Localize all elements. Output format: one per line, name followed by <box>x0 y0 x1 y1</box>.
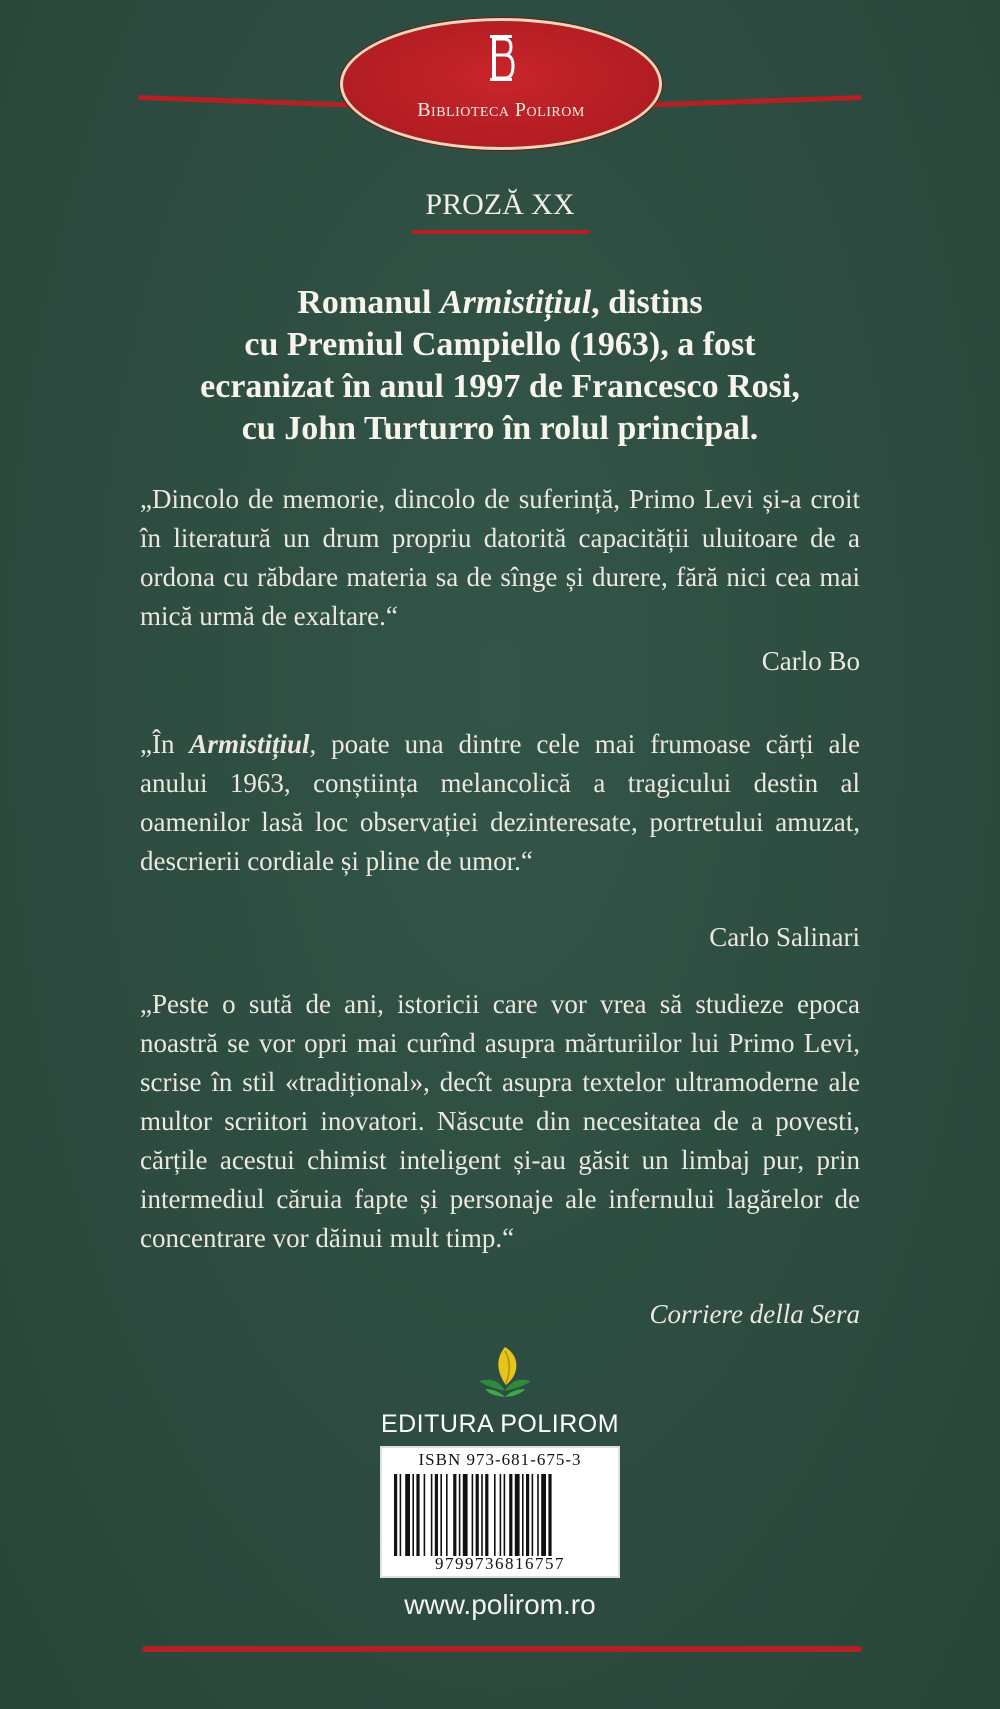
publisher-name: EDITURA POLIROM <box>380 1410 620 1438</box>
website-url: www.polirom.ro <box>404 1589 596 1620</box>
blurb-line-4: cu John Turturro în rolul principal. <box>241 410 759 447</box>
b-monogram-icon <box>486 33 516 83</box>
quote-author-corriere-della-sera: Corriere della Sera <box>649 1299 860 1329</box>
bottom-rule <box>142 1646 862 1652</box>
quote-carlo-bo: „Dincolo de memorie, dincolo de suferință, Primo Levi și-a croit în literatură un drum propriu datorită capacității uluitoare de a ordona cu răbdare materia sa de sînge și durere, fără nici cea mai mică urmă de exaltare.“ <box>140 484 860 631</box>
top-rule-left <box>138 95 366 108</box>
barcode-box <box>380 1446 620 1578</box>
series-underline <box>412 230 590 234</box>
quote-author-carlo-salinari: Carlo Salinari <box>709 922 860 952</box>
series-emblem <box>340 18 662 150</box>
top-rule-right <box>634 95 862 108</box>
polirom-leaf-logo-icon <box>475 1343 535 1401</box>
quote-author-carlo-bo: Carlo Bo <box>761 646 860 676</box>
barcode-number: 9799736816757 <box>435 1554 565 1573</box>
quote-carlo-salinari: „În Armistițiul, poate una dintre cele mai frumoase cărți ale anului 1963, conștiința melancolică a tragicului destin al oamenilor lasă loc observației dezinteresate, portretului amuzat, descrierii cordiale și pline de umor.“ <box>140 729 860 876</box>
isbn-text: ISBN 973-681-675-3 <box>418 1450 582 1469</box>
blurb-line-2: cu Premiul Campiello (1963), a fost <box>244 326 756 363</box>
emblem-text: Biblioteca Polirom <box>417 99 585 121</box>
blurb <box>90 282 910 450</box>
barcode-icon <box>392 1474 610 1556</box>
series-title: PROZĂ XX <box>425 188 575 221</box>
blurb-line-3: ecranizat în anul 1997 de Francesco Rosi, <box>200 368 800 405</box>
quote-corriere-della-sera: „Peste o sută de ani, istoricii care vor vrea să studieze epoca noastră se vor opri mai curînd asupra mărturiilor lui Primo Levi, scrise în stil «tradițional», decît asupra textelor ultramoderne ale multor scriitori inovatori. Născute din necesitatea de a povesti, cărțile acestui chimist inteligent și-au găsit un limbaj pur, prin intermediul căruia fapte și personaje ale infernului lagărelor de concentrare vor dăinui mult timp.“ <box>140 989 860 1253</box>
blurb-line-1: Romanul Armistițiul, distins <box>297 284 703 321</box>
